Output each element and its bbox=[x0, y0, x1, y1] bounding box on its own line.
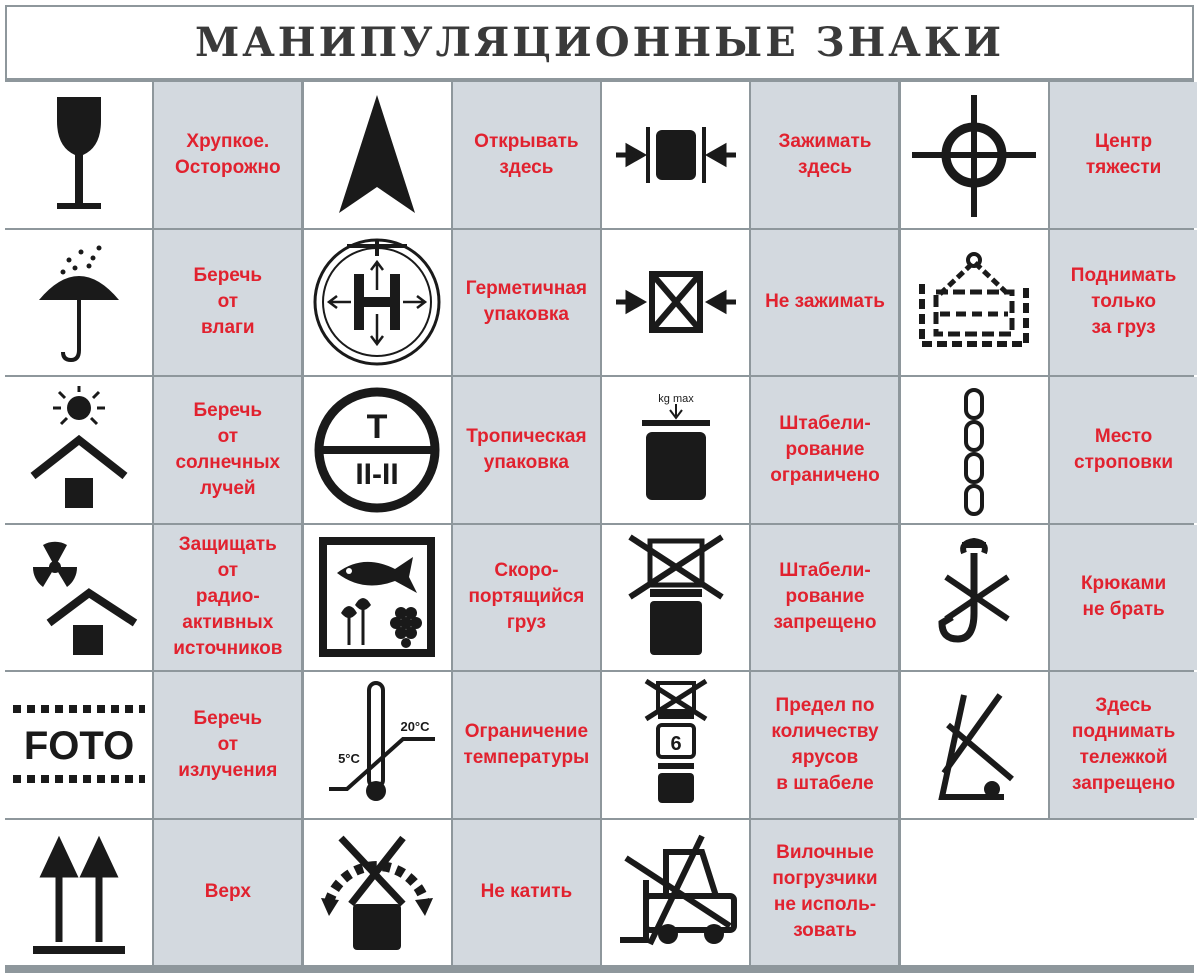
sign-label: Беречь от солнечных лучей bbox=[175, 399, 281, 499]
sign-label-cell bbox=[154, 672, 301, 818]
sign-label: Место строповки bbox=[1074, 425, 1174, 473]
lower-temp-text: 5°C bbox=[338, 750, 361, 766]
sign-label: Защищать от радио- активных источников bbox=[173, 534, 283, 660]
sign-label: Беречь от излучения bbox=[178, 707, 278, 781]
sign-label-cell bbox=[453, 377, 600, 523]
sign-icon-cell bbox=[5, 230, 152, 376]
sign-icon-cell bbox=[901, 230, 1048, 376]
sign-icon-cell bbox=[5, 377, 152, 523]
sign-label-cell bbox=[154, 377, 301, 523]
tropical-bottom-text: II-II bbox=[355, 457, 399, 491]
radiation-protection-icon bbox=[9, 527, 149, 667]
sign-label-cell bbox=[1050, 230, 1197, 376]
sign-label-cell bbox=[751, 672, 898, 818]
sign-label: Поднимать только за груз bbox=[1070, 265, 1177, 339]
no-forklift-icon bbox=[606, 822, 746, 962]
sign-icon-cell bbox=[602, 82, 749, 228]
foto-icon bbox=[9, 675, 149, 815]
sign-label: Вилочные погрузчики не исполь- зовать bbox=[772, 842, 878, 942]
sign-label-cell bbox=[154, 230, 301, 376]
sign-label: Не катить bbox=[480, 881, 573, 903]
sign-label: Герметичная упаковка bbox=[465, 278, 588, 326]
sign-label: Тропическая упаковка bbox=[466, 425, 587, 473]
sign-icon-cell bbox=[5, 82, 152, 228]
sign-icon-cell bbox=[901, 377, 1048, 523]
no-hooks-icon bbox=[904, 527, 1044, 667]
sign-label: Не зажимать bbox=[765, 291, 885, 313]
sign-icon-cell bbox=[304, 672, 451, 818]
no-stacking-icon bbox=[606, 527, 746, 667]
this-way-up-icon bbox=[9, 822, 149, 962]
sign-label: Центр тяжести bbox=[1085, 130, 1162, 178]
sign-label: Зажимать здесь bbox=[778, 130, 872, 178]
open-here-arrow-icon bbox=[307, 85, 447, 225]
sign-label-cell bbox=[751, 525, 898, 671]
sign-label-cell bbox=[1050, 672, 1197, 818]
sign-icon-cell bbox=[901, 82, 1048, 228]
sign-label-cell bbox=[1050, 377, 1197, 523]
sign-label-cell bbox=[751, 230, 898, 376]
signs-table bbox=[5, 5, 1194, 973]
sign-icon-cell bbox=[602, 525, 749, 671]
sun-protection-icon bbox=[9, 380, 149, 520]
sign-label-cell bbox=[1050, 525, 1197, 671]
hermetic-seal-icon bbox=[307, 232, 447, 372]
sign-icon-cell bbox=[5, 525, 152, 671]
thermometer-icon bbox=[307, 675, 447, 815]
sign-label-cell bbox=[453, 672, 600, 818]
no-hand-truck-icon bbox=[904, 675, 1044, 815]
sign-label-cell bbox=[453, 82, 600, 228]
stacking-limited-icon bbox=[606, 380, 746, 520]
sign-label-cell bbox=[751, 377, 898, 523]
sign-icon-cell bbox=[304, 820, 451, 966]
sign-label-cell bbox=[453, 230, 600, 376]
sign-label: Крюками не брать bbox=[1080, 573, 1167, 621]
sign-icon-cell bbox=[602, 230, 749, 376]
sign-icon-cell bbox=[5, 820, 152, 966]
sign-label-cell bbox=[751, 82, 898, 228]
sign-label: Ограничение температуры bbox=[463, 720, 590, 768]
sign-label: Верх bbox=[204, 881, 251, 903]
sign-label: Открывать здесь bbox=[474, 130, 579, 178]
sign-icon-cell bbox=[5, 672, 152, 818]
sign-icon-cell bbox=[304, 525, 451, 671]
empty-cell bbox=[901, 820, 1197, 966]
foto-text: FOTO bbox=[23, 723, 134, 768]
umbrella-icon bbox=[9, 232, 149, 372]
sign-label: Штабели- рование запрещено bbox=[773, 560, 877, 634]
wine-glass-icon bbox=[9, 85, 149, 225]
do-not-roll-icon bbox=[307, 822, 447, 962]
upper-temp-text: 20°C bbox=[400, 718, 430, 734]
kg-max-text: kg max bbox=[657, 392, 694, 405]
page-title bbox=[5, 5, 1194, 80]
sign-label: Предел по количеству ярусов в штабеле bbox=[771, 694, 879, 794]
sign-label: Штабели- рование ограничено bbox=[770, 412, 880, 486]
sign-icon-cell bbox=[901, 525, 1048, 671]
title-text: МАНИПУЛЯЦИОННЫЕ ЗНАКИ bbox=[194, 19, 1005, 66]
tropical-top-text: T bbox=[366, 407, 388, 446]
sign-icon-cell bbox=[602, 672, 749, 818]
sign-label: Хрупкое. Осторожно bbox=[175, 130, 281, 178]
lift-by-load-icon bbox=[904, 232, 1044, 372]
sign-icon-cell bbox=[901, 672, 1048, 818]
perishable-icon bbox=[307, 527, 447, 667]
sign-icon-cell bbox=[304, 377, 451, 523]
sign-icon-cell bbox=[304, 230, 451, 376]
sign-label-cell bbox=[154, 525, 301, 671]
center-of-gravity-icon bbox=[904, 85, 1044, 225]
sign-icon-cell bbox=[602, 377, 749, 523]
sign-label: Скоро- портящийся груз bbox=[468, 560, 585, 634]
sign-label-cell bbox=[154, 820, 301, 966]
signs-grid bbox=[5, 82, 1194, 965]
sling-chain-icon bbox=[904, 380, 1044, 520]
tropical-package-icon bbox=[307, 380, 447, 520]
sign-icon-cell bbox=[602, 820, 749, 966]
tier-count-text: 6 bbox=[670, 732, 682, 755]
sign-label-cell bbox=[453, 525, 600, 671]
sign-label-cell bbox=[154, 82, 301, 228]
sign-label: Беречь от влаги bbox=[193, 265, 263, 339]
sign-label-cell bbox=[453, 820, 600, 966]
stack-tier-limit-icon bbox=[606, 675, 746, 815]
sign-label-cell bbox=[1050, 82, 1197, 228]
sign-icon-cell bbox=[304, 82, 451, 228]
sign-label: Здесь поднимать тележкой запрещено bbox=[1071, 694, 1176, 794]
sign-label-cell bbox=[751, 820, 898, 966]
clamp-here-icon bbox=[606, 85, 746, 225]
no-clamp-icon bbox=[606, 232, 746, 372]
